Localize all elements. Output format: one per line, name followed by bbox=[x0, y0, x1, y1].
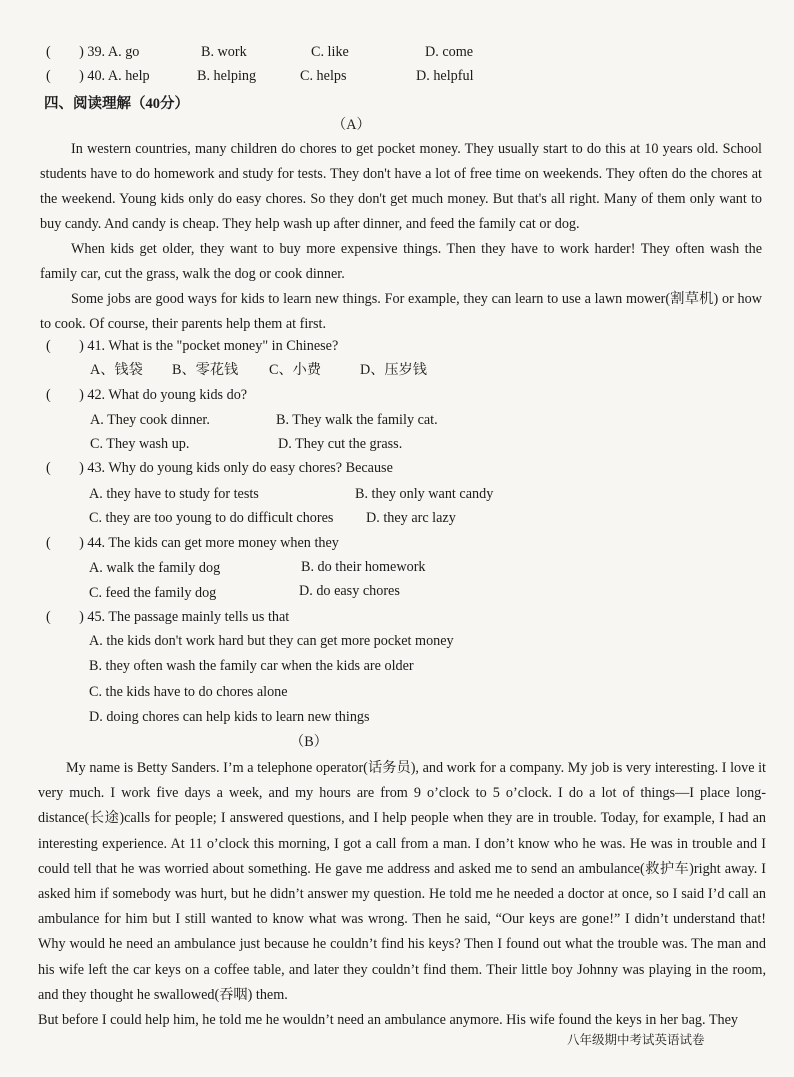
q40-option-d: D. helpful bbox=[416, 68, 474, 84]
q45-option-b: B. they often wash the family car when the kids are older bbox=[89, 658, 414, 674]
page-footer: 八年级期中考试英语试卷 bbox=[567, 1033, 705, 1047]
passage-a-label: （A） bbox=[332, 117, 371, 133]
section-title: 四、阅读理解（40分） bbox=[44, 96, 189, 112]
passage-b-paragraph-1: My name is Betty Sanders. I’m a telephone operator(话务员), and work for a company. My job is very interesting. I love it very much. I work five days a week, and my hours are from 9 o’clock to 5 o’clock. I do a lot of things—I place long-distance(长途)calls for people; I answered questions, and I help people when they are in trouble. Today, for example, I had an interesting experience. At 11 o’clock this morning, I got a call from a man. I don’t know who he was. He was in trouble and I could tell that he was worried about something. He gave me address and asked me to send an ambulance(救护车)right away. I asked him if somebody was hurt, but he didn’t answer my question. He told me he needed a doctor at once, so I said I’d call an ambulance for him but I still wanted to know what was wrong. Then he said, “Our keys are gone!” I didn’t understand that! Why would he need an ambulance just because he couldn’t find his keys? Then I found out what the trouble was. The man and his wife left the car keys on a coffee table, and later they couldn’t find them. Their little boy Johnny was playing in the room, and they thought he swallowed(吞咽) them. bbox=[38, 760, 766, 1003]
q42-stem: ( ) 42. What do young kids do? bbox=[46, 387, 248, 403]
q43-stem: ( ) 43. Why do young kids only do easy chores? Because bbox=[46, 460, 393, 476]
q44-option-c: C. feed the family dog bbox=[89, 585, 217, 601]
q40-option-c: C. helps bbox=[300, 68, 347, 84]
q41-stem: ( ) 41. What is the "pocket money" in Chinese? bbox=[46, 338, 339, 354]
q39-stem: ( ) 39. A. go bbox=[46, 44, 140, 60]
q43-option-b: B. they only want candy bbox=[355, 486, 494, 502]
passage-a bbox=[40, 137, 762, 337]
q44-option-d: D. do easy chores bbox=[299, 583, 400, 599]
q40-option-b: B. helping bbox=[197, 68, 257, 84]
q44-option-a: A. walk the family dog bbox=[89, 560, 221, 576]
passage-b-paragraph-2: But before I could help him, he told me he wouldn’t need an ambulance anymore. His wife found the keys in her bag. They bbox=[38, 1012, 738, 1029]
q43-option-a: A. they have to study for tests bbox=[89, 486, 259, 502]
q39-option-d: D. come bbox=[425, 44, 474, 60]
q39-option-c: C. like bbox=[311, 44, 349, 60]
q39-option-b: B. work bbox=[201, 44, 247, 60]
q42-option-c: C. They wash up. bbox=[90, 436, 190, 452]
q41-option-a: A、钱袋 bbox=[90, 362, 143, 378]
q42-option-a: A. They cook dinner. bbox=[90, 412, 210, 428]
q43-option-d: D. they arc lazy bbox=[366, 510, 456, 526]
q44-option-b: B. do their homework bbox=[301, 559, 426, 575]
passage-b bbox=[38, 756, 766, 1033]
q40-stem: ( ) 40. A. help bbox=[46, 68, 150, 84]
q41-option-b: B、零花钱 bbox=[172, 362, 239, 378]
q44-stem: ( ) 44. The kids can get more money when they bbox=[46, 535, 339, 551]
q45-stem: ( ) 45. The passage mainly tells us that bbox=[46, 609, 290, 625]
passage-a-paragraph-1: In western countries, many children do chores to get pocket money. They usually start to do this at 10 years old. School students have to do homework and study for tests. They don't have a lot of free time on weekends. They often do the chores at the weekend. Young kids only do easy chores. So they don't get much money. But that's all right. Many of them only want to buy candy. And candy is cheap. They help wash up after dinner, and feed the family cat or dog. bbox=[40, 141, 762, 232]
q41-option-c: C、小费 bbox=[269, 362, 322, 378]
q45-option-d: D. doing chores can help kids to learn new things bbox=[89, 709, 370, 725]
q42-option-d: D. They cut the grass. bbox=[278, 436, 403, 452]
q42-option-b: B. They walk the family cat. bbox=[276, 412, 438, 428]
q45-option-c: C. the kids have to do chores alone bbox=[89, 684, 288, 700]
passage-a-paragraph-3: Some jobs are good ways for kids to learn new things. For example, they can learn to use a lawn mower(割草机) or how to cook. Of course, their parents help them at first. bbox=[40, 291, 762, 332]
q45-option-a: A. the kids don't work hard but they can get more pocket money bbox=[89, 633, 454, 649]
passage-b-label: （B） bbox=[290, 734, 328, 750]
q41-option-d: D、压岁钱 bbox=[360, 362, 427, 378]
q43-option-c: C. they are too young to do difficult chores bbox=[89, 510, 334, 526]
passage-a-paragraph-2: When kids get older, they want to buy more expensive things. Then they have to work harder! They often wash the family car, cut the grass, walk the dog or cook dinner. bbox=[40, 241, 762, 282]
